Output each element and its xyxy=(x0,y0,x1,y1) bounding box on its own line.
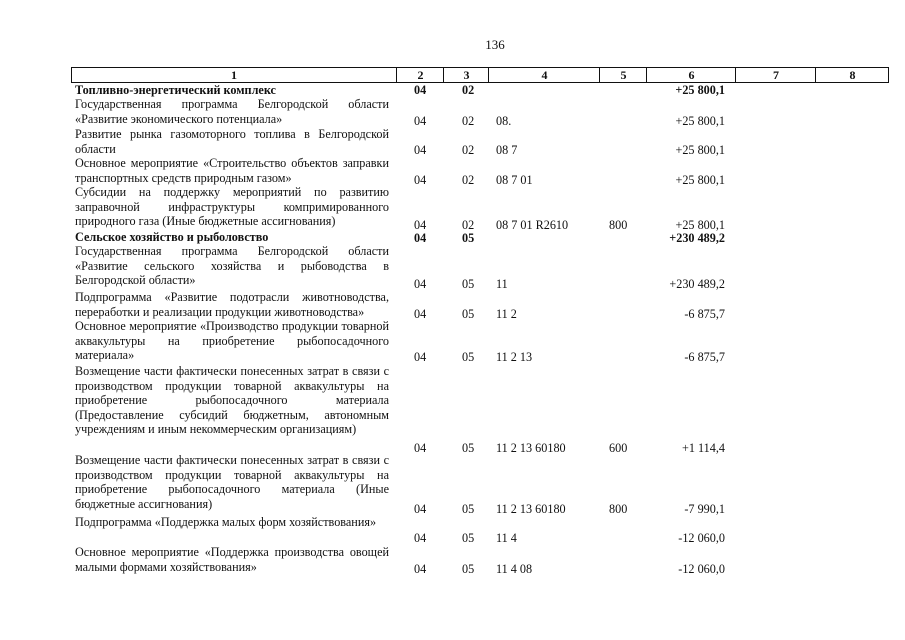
row-description: Топливно-энергетический комплекс xyxy=(75,83,276,97)
row-subsection: 05 xyxy=(462,441,475,455)
row-subsection: 05 xyxy=(462,350,475,364)
row-section: 04 xyxy=(414,350,427,364)
row-subsection: 02 xyxy=(462,114,475,128)
row-amount: +25 800,1 xyxy=(675,83,725,97)
row-subsection: 05 xyxy=(462,531,475,545)
row-amount: +230 489,2 xyxy=(669,277,725,291)
row-target-article: 11 2 xyxy=(496,307,517,321)
row-section: 04 xyxy=(414,562,427,576)
row-target-article: 08 7 01 R2610 xyxy=(496,218,569,232)
row-target-article: 11 2 13 60180 xyxy=(496,502,566,516)
row-subsection: 02 xyxy=(462,218,475,232)
row-section: 04 xyxy=(414,218,427,232)
row-target-article: 11 4 08 xyxy=(496,562,533,576)
row-amount: +25 800,1 xyxy=(675,143,725,157)
row-expense-type: 600 xyxy=(609,441,628,455)
row-description: Субсидии на поддержку мероприятий по развитию заправочной инфраструктуры компримированного природного газа (Иные бюджетные ассигнования) xyxy=(75,185,389,228)
row-target-article: 11 xyxy=(496,277,508,291)
page-number: 136 xyxy=(485,37,505,52)
header-col-6: 6 xyxy=(646,68,736,82)
row-amount: +1 114,4 xyxy=(682,441,725,455)
row-subsection: 05 xyxy=(462,562,475,576)
header-col-8: 8 xyxy=(815,68,889,82)
row-section: 04 xyxy=(414,143,427,157)
row-amount: -12 060,0 xyxy=(678,562,725,576)
row-section: 04 xyxy=(414,531,427,545)
row-section: 04 xyxy=(414,277,427,291)
row-subsection: 05 xyxy=(462,502,475,516)
header-col-3: 3 xyxy=(443,68,489,82)
row-amount: -7 990,1 xyxy=(684,502,725,516)
row-section: 04 xyxy=(414,83,427,97)
row-amount: -12 060,0 xyxy=(678,531,725,545)
row-section: 04 xyxy=(414,173,427,187)
row-description: Возмещение части фактически понесенных затрат в связи с производством продукции товарной аквакультуры на приобретение рыбопосадочного материала (Иные бюджетные ассигнования) xyxy=(75,453,389,511)
row-description: Сельское хозяйство и рыболовство xyxy=(75,230,269,244)
row-description: Государственная программа Белгородской области «Развитие сельского хозяйства и рыбоводства в Белгородской области» xyxy=(75,244,389,287)
row-subsection: 05 xyxy=(462,277,475,291)
row-amount: -6 875,7 xyxy=(684,307,725,321)
row-section: 04 xyxy=(414,231,427,245)
row-description: Основное мероприятие «Строительство объектов заправки транспортных средств природным газом» xyxy=(75,156,389,185)
header-col-7: 7 xyxy=(735,68,816,82)
row-subsection: 05 xyxy=(462,307,475,321)
row-description: Государственная программа Белгородской области «Развитие экономического потенциала» xyxy=(75,97,389,126)
row-target-article: 08 7 01 xyxy=(496,173,533,187)
row-subsection: 05 xyxy=(462,231,475,245)
row-description: Возмещение части фактически понесенных затрат в связи с производством продукции товарной аквакультуры на приобретение рыбопосадочного материала (Предоставление субсидий бюджетным, автономным учреждениям и иным некоммерческим организациям) xyxy=(75,364,389,436)
row-amount: +25 800,1 xyxy=(675,218,725,232)
header-col-4: 4 xyxy=(488,68,600,82)
row-description: Развитие рынка газомоторного топлива в Белгородской области xyxy=(75,127,389,156)
row-subsection: 02 xyxy=(462,83,475,97)
header-col-2: 2 xyxy=(396,68,444,82)
row-target-article: 11 2 13 xyxy=(496,350,533,364)
header-col-1: 1 xyxy=(231,68,237,82)
row-expense-type: 800 xyxy=(609,502,628,516)
row-section: 04 xyxy=(414,441,427,455)
row-section: 04 xyxy=(414,307,427,321)
row-description: Основное мероприятие «Поддержка производства овощей малыми формами хозяйствования» xyxy=(75,545,389,574)
row-expense-type: 800 xyxy=(609,218,628,232)
row-description: Основное мероприятие «Производство продукции товарной аквакультуры на приобретение рыбопосадочного материала» xyxy=(75,319,389,362)
row-section: 04 xyxy=(414,502,427,516)
row-target-article: 08. xyxy=(496,114,512,128)
row-amount: +25 800,1 xyxy=(675,173,725,187)
row-target-article: 11 4 xyxy=(496,531,517,545)
row-target-article: 08 7 xyxy=(496,143,518,157)
row-amount: -6 875,7 xyxy=(684,350,725,364)
header-col-5: 5 xyxy=(599,68,647,82)
row-description: Подпрограмма «Развитие подотрасли животноводства, переработки и реализации продукции животноводства» xyxy=(75,290,389,319)
row-subsection: 02 xyxy=(462,173,475,187)
row-section: 04 xyxy=(414,114,427,128)
row-target-article: 11 2 13 60180 xyxy=(496,441,566,455)
row-subsection: 02 xyxy=(462,143,475,157)
table-header xyxy=(71,67,889,83)
row-amount: +230 489,2 xyxy=(669,231,725,245)
row-amount: +25 800,1 xyxy=(675,114,725,128)
row-description: Подпрограмма «Поддержка малых форм хозяйствования» xyxy=(75,515,377,529)
